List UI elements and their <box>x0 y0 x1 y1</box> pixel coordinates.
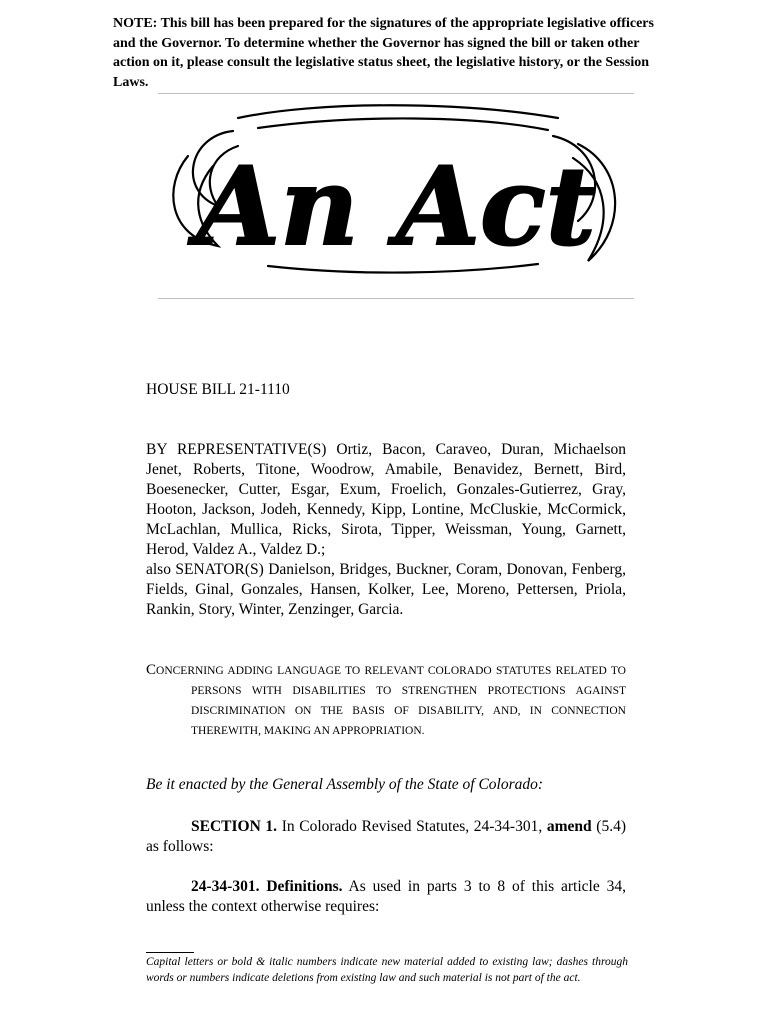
section-1-heading: SECTION 1. <box>191 818 278 835</box>
concerning-initial: C <box>146 662 157 678</box>
banner-top-rule <box>158 93 634 94</box>
section-1-text: In Colorado Revised Statutes, 24-34-301, <box>277 818 547 835</box>
concerning-clause <box>146 660 626 741</box>
legislative-note: NOTE: This bill has been prepared for the signatures of the appropriate legislative officers and the Governor. To determine whether the Governor has signed the bill or taken other action on it, please consult the legislative status sheet, the legislative history, or the Session Laws. <box>113 16 654 90</box>
flourish-top-swash <box>238 105 558 118</box>
enacting-clause: Be it enacted by the General Assembly of the State of Colorado: <box>146 776 544 793</box>
senators-list: also SENATOR(S) Danielson, Bridges, Buckner, Coram, Donovan, Fenberg, Fields, Ginal, Gonzales, Hansen, Kolker, Lee, Moreno, Pettersen, Priola, Rankin, Story, Winter, Zenzinger, Garcia. <box>146 561 626 618</box>
concerning-rest: ONCERNING ADDING LANGUAGE TO RELEVANT COLORADO STATUTES RELATED TO PERSONS WITH DISABILITIES TO STRENGTHEN PROTECTIONS AGAINST DISCRIMINATION ON THE BASIS OF DISABILITY, AND, IN CONNECTION THEREWITH, MAKING AN APPROPRIATION. <box>156 665 626 737</box>
an-act-calligraphy <box>158 96 634 296</box>
section-1 <box>146 817 626 857</box>
definitions-text: As used in parts 3 to 8 of this article 34, unless the context otherwise requires: <box>146 878 626 915</box>
footnote: Capital letters or bold & italic numbers indicate new material added to existing law; dashes through words or numbers indicate deletions from existing law and such material is not part of the act. <box>146 956 628 984</box>
representatives-list: BY REPRESENTATIVE(S) Ortiz, Bacon, Caraveo, Duran, Michaelson Jenet, Roberts, Titone, Woodrow, Amabile, Benavidez, Bernett, Bird, Boesenecker, Cutter, Esgar, Exum, Froelich, Gonzales-Gutierrez, Gray, Hooton, Jackson, Jodeh, Kennedy, Kipp, Lontine, McCluskie, McCormick, McLachlan, Mullica, Ricks, Sirota, Tipper, Weissman, Young, Garnett, Herod, Valdez A., Valdez D.; <box>146 441 626 558</box>
definitions-paragraph <box>146 877 626 917</box>
banner-bottom-rule <box>158 298 634 299</box>
an-act-text: An Act <box>196 144 596 270</box>
an-act-banner <box>158 96 634 296</box>
flourish-top-swash-2 <box>258 118 548 130</box>
section-1-amend: amend <box>546 818 592 835</box>
section-1-text-after: (5.4) as follows: <box>146 818 626 855</box>
definitions-heading: 24-34-301. Definitions. <box>191 878 343 895</box>
footnote-rule <box>146 952 194 953</box>
sponsors-block <box>146 440 626 620</box>
bill-number: HOUSE BILL 21-1110 <box>146 381 290 398</box>
